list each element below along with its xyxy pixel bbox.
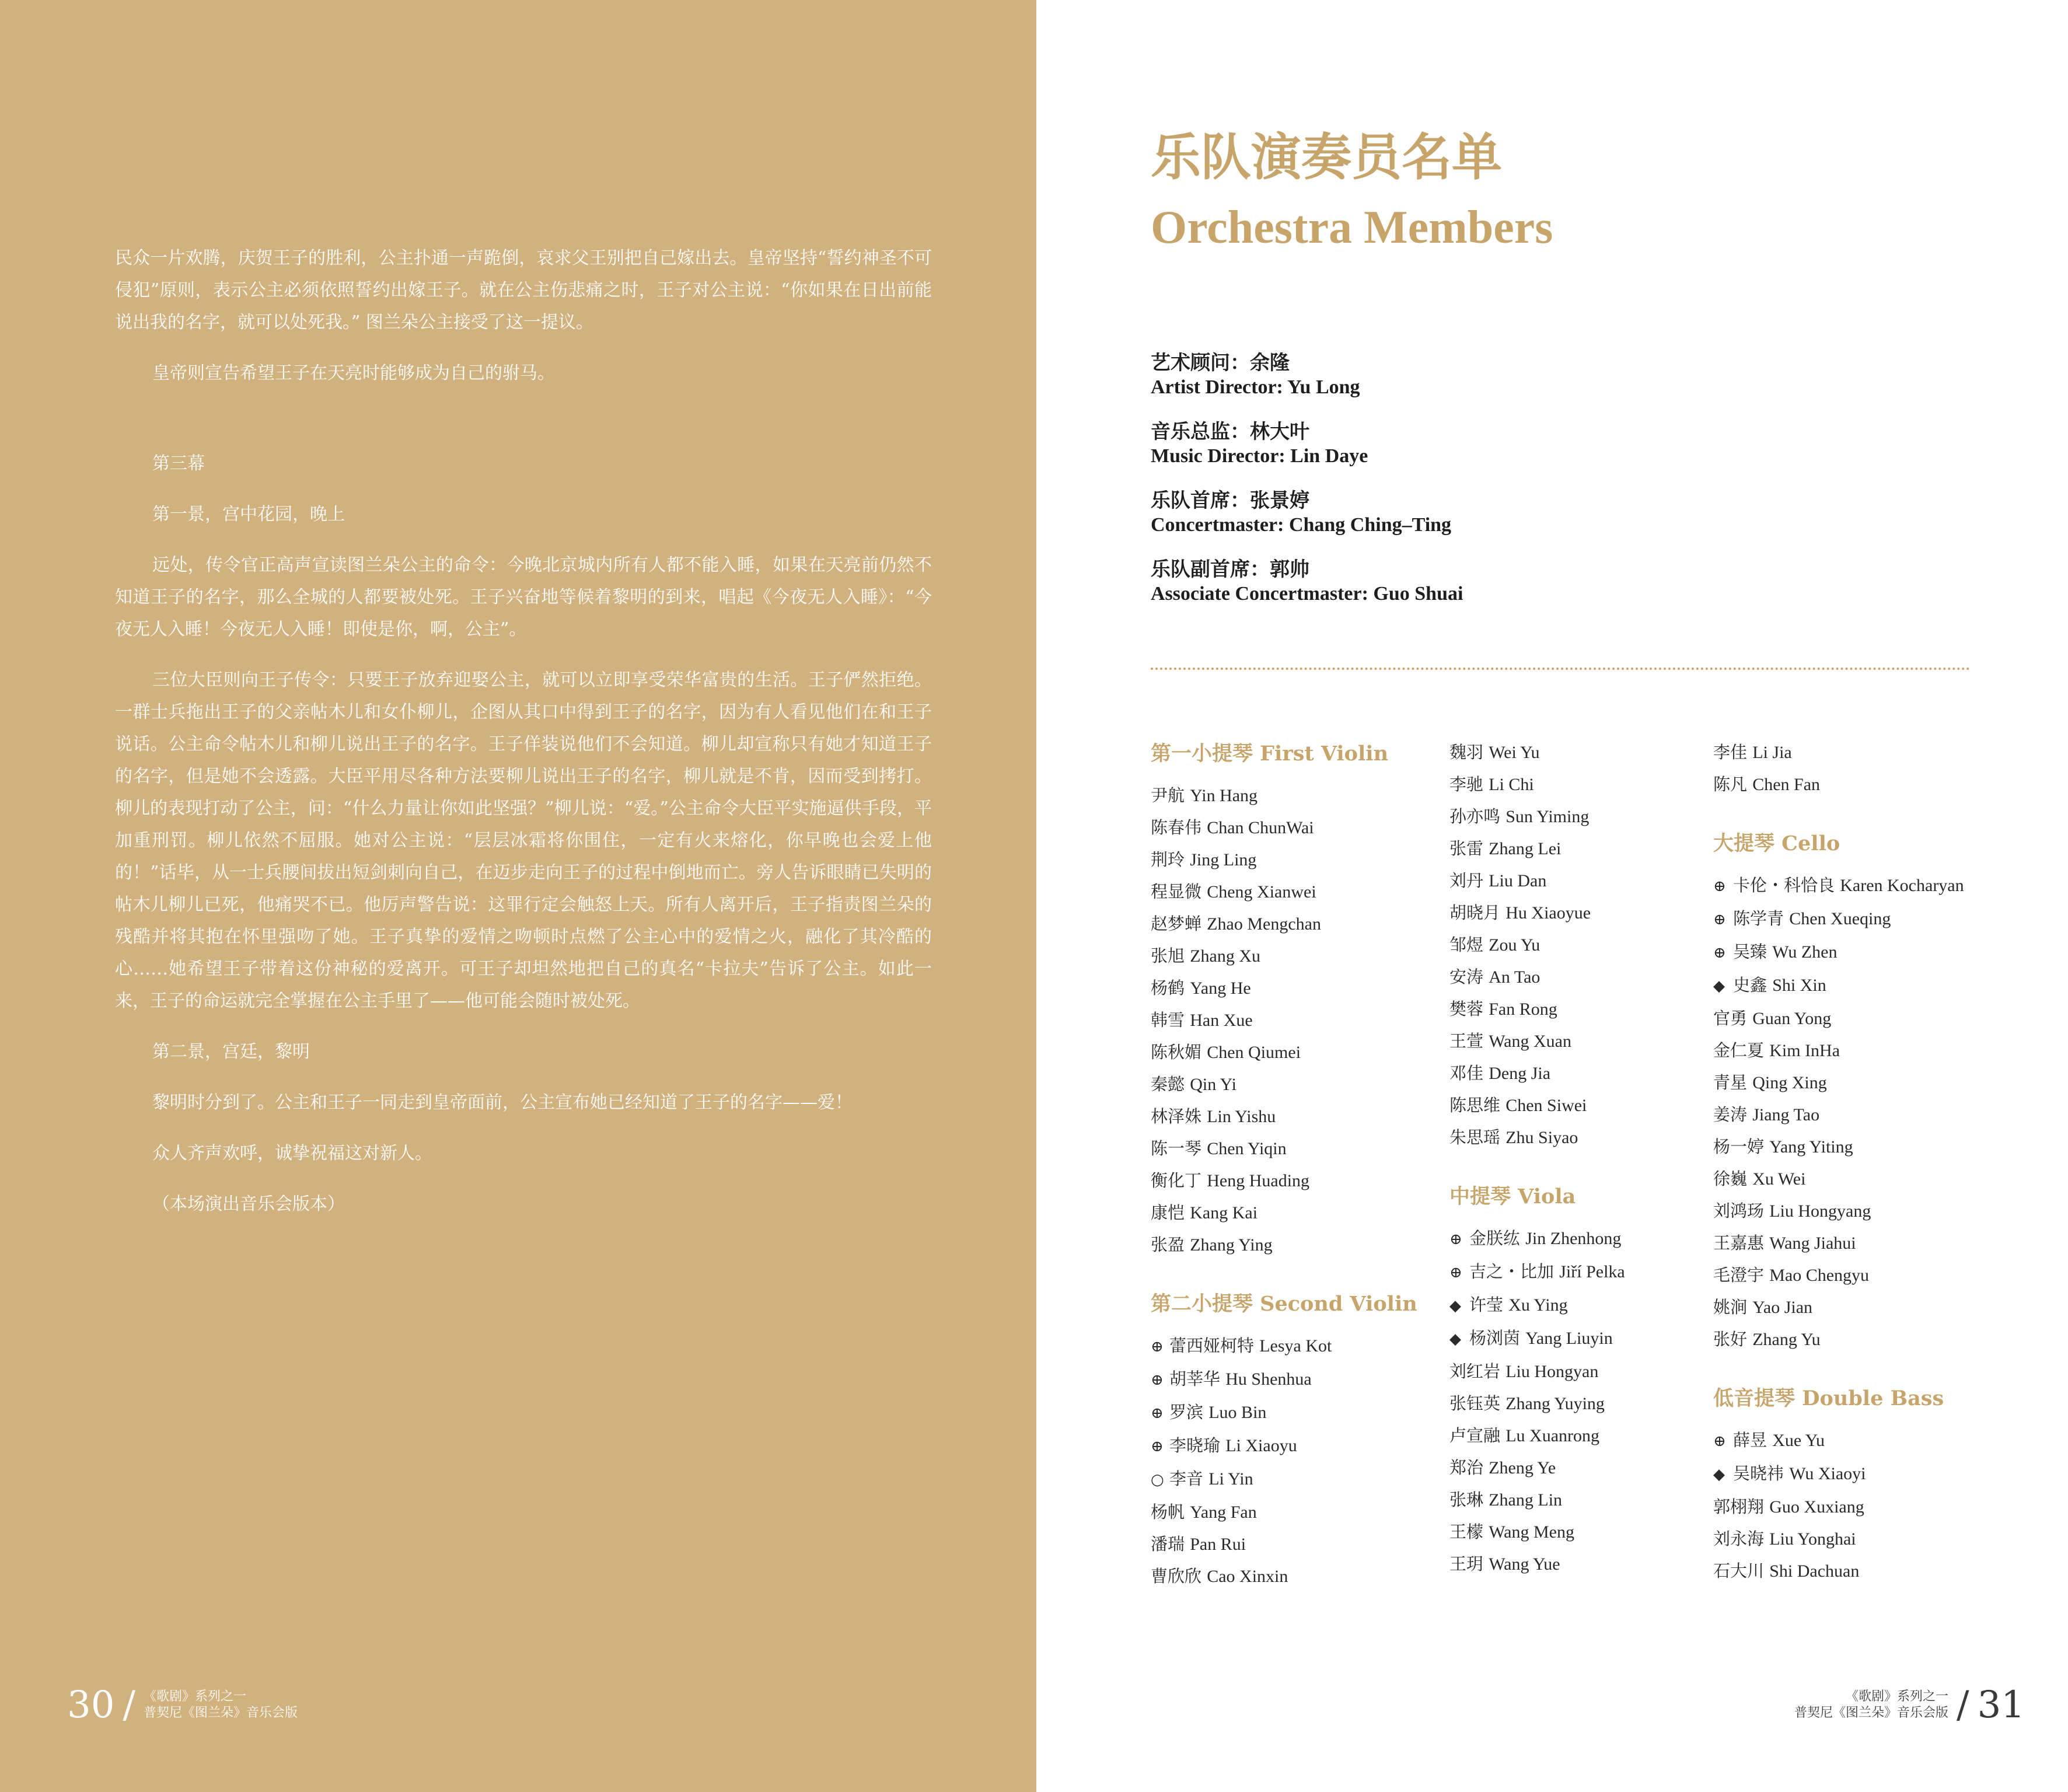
diamond-mark-icon: ◆ [1713,977,1725,995]
member-name-en: Jin Zhenhong [1525,1229,1622,1248]
page-title-en: Orchestra Members [1151,202,1553,253]
member-item [1449,865,1706,897]
member-item [1151,940,1431,972]
member-item [1449,1089,1706,1122]
leader-zh: 乐队副首席：郭帅 [1151,558,1309,581]
member-item [1151,1133,1431,1165]
member-name-zh: 陈一琴 [1151,1138,1202,1158]
member-item [1449,1516,1706,1548]
member-name-en: Wang Xuan [1489,1032,1571,1051]
member-item [1151,908,1431,940]
member-name-zh: 吉之・比加 [1469,1262,1555,1281]
section-title-first-violin: 第一小提琴 First Violin [1151,742,1389,766]
member-item [1449,1057,1706,1089]
member-item [1151,1004,1431,1036]
member-item [1449,961,1706,993]
section-title-cello: 大提琴 Cello [1713,832,1840,855]
series-title [144,1689,298,1721]
cross-circle-mark-icon: ⊕ [1713,1433,1726,1450]
member-name-en: Yao Jian [1752,1298,1813,1317]
member-item [1151,812,1431,844]
member-item [1449,1025,1706,1057]
member-name-zh: 李驰 [1449,774,1484,794]
member-name-en: Yang He [1190,979,1251,998]
member-name-en: Cheng Xianwei [1207,882,1316,902]
member-name-en: Zhang Xu [1190,946,1261,966]
member-item [1151,1363,1431,1396]
member-item [1449,1256,1706,1289]
member-item [1151,1068,1431,1101]
paragraph: 皇帝则宣告希望王子在天亮时能够成为自己的驸马。 [152,363,555,383]
member-item [1449,769,1706,801]
member-item [1713,1099,2040,1131]
member-item [1151,1197,1431,1229]
member-item [1449,833,1706,865]
page-title-zh: 乐队演奏员名单 [1151,128,1502,187]
member-item [1713,1458,2040,1491]
member-name-en: Chen Xueqing [1789,909,1891,928]
leader-en: Associate Concertmaster: Guo Shuai [1151,583,1463,605]
member-item [1713,936,2040,969]
member-item [1151,1496,1431,1528]
member-item [1449,897,1706,929]
member-name-zh: 许莹 [1469,1295,1504,1315]
leader-zh: 艺术顾问：余隆 [1151,351,1290,375]
member-name-zh: 张钰英 [1449,1393,1501,1413]
member-name-en: Li Chi [1489,775,1534,794]
series-line: 普契尼《图兰朵》音乐会版 [1794,1706,1948,1720]
paragraph: 三位大臣则向王子传令：只要王子放弃迎娶公主，就可以立即享受荣华富贵的生活。王子俨然拒绝。一群士兵拖出王子的父亲帖木儿和女仆柳儿，企图从其口中得到王子的名字，因为有人看见他们在和王子说话。公主命令帖木儿和柳儿说出王子的名字。王子佯装说他们不会知道。柳儿却宣称只有她才知道王子的名字，但是她不会透露。大臣平用尽各种方法要柳儿说出王子的名字，柳儿就是不肯，因而受到拷打。柳儿的表现打动了公主，问：“什么力量让你如此坚强？”柳儿说：“爱。”公主命令大臣平实施逼供手段，平加重刑罚。柳儿依然不屈服。她对公主说：“层层冰霜将你围住，一定有火来熔化，你早晚也会爱上他的！”话毕，从一士兵腰间拔出短剑刺向自己，在迈步走向王子的过程中倒地而亡。旁人告诉眼睛已失明的帖木儿柳儿已死，他痛哭不已。他厉声警告说：这罪行定会触怒上天。所有人离开后，王子指责图兰朵的残酷并将其抱在怀里强吻了她。王子真挚的爱情之吻顿时点燃了公主心中的爱情之火，融化了其冷酷的心……她希望王子带着这份神秘的爱离开。可王子却坦然地把自己的真名“卡拉夫”告诉了公主。如此一来，王子的命运就完全掌握在公主手里了——他可能会随时被处死。 [115,670,932,1011]
cross-circle-mark-icon: ⊕ [1449,1231,1462,1248]
member-name-en: Li Yin [1208,1469,1253,1489]
page-footer-left [67,1683,298,1727]
member-name-zh: 孙亦鸣 [1449,806,1501,826]
member-item [1151,780,1431,812]
member-name-zh: 王嘉惠 [1713,1233,1765,1253]
member-name-en: Heng Huading [1207,1171,1310,1190]
member-name-zh: 杨浏茵 [1469,1328,1521,1348]
leader-item [1151,488,1618,557]
member-name-en: Shi Xin [1772,976,1826,995]
member-item [1151,1430,1431,1463]
section-title-second-violin: 第二小提琴 Second Violin [1151,1292,1417,1316]
series-line: 《歌剧》系列之一 [144,1689,247,1704]
member-item [1713,1035,2040,1067]
member-name-en: Wang Meng [1489,1522,1574,1542]
member-name-zh: 林泽姝 [1151,1106,1202,1126]
member-item [1713,1424,2040,1458]
member-name-en: Guan Yong [1752,1009,1832,1028]
member-name-zh: 青星 [1713,1073,1748,1092]
member-item [1449,1122,1706,1154]
member-item [1713,1523,2040,1555]
cello-list [1713,869,2040,1356]
member-item [1151,1528,1431,1560]
member-name-zh: 卡伦・科恰良 [1733,875,1835,895]
member-name-zh: 程显微 [1151,882,1202,902]
paragraph: 远处，传令官正高声宣读图兰朵公主的命令：今晚北京城内所有人都不能入睡，如果在天亮前仍然不知道王子的名字，那么全城的人都要被处死。王子兴奋地等候着黎明的到来，唱起《今夜无人入睡》：“今夜无人入睡！今夜无人入睡！即使是你，啊，公主”。 [115,555,932,640]
member-name-en: Liu Dan [1489,871,1547,890]
member-name-zh: 张盈 [1151,1235,1185,1255]
member-item [1449,736,1706,769]
member-name-en: Mao Chengyu [1769,1266,1870,1285]
member-item [1713,1323,2040,1356]
member-name-zh: 吴臻 [1733,942,1767,962]
member-name-en: Guo Xuxiang [1769,1497,1864,1517]
member-name-en: Li Xiaoyu [1225,1436,1297,1455]
member-name-en: Lu Xuanrong [1505,1426,1600,1445]
page-number: 31 [1977,1683,2025,1727]
member-name-en: Wu Xiaoyi [1789,1464,1866,1483]
member-name-zh: 李晓瑜 [1169,1435,1221,1455]
member-name-en: Chen Yiqin [1207,1139,1287,1158]
member-name-zh: 张好 [1713,1329,1748,1349]
member-name-en: Lesya Kot [1259,1336,1332,1356]
section-title-viola: 中提琴 Viola [1449,1185,1576,1208]
roster-column-1 [1151,736,1431,1592]
member-name-zh: 李音 [1169,1469,1204,1489]
member-name-zh: 郑治 [1449,1458,1484,1477]
roster-column-3 [1713,736,2040,1587]
member-name-zh: 陈凡 [1713,774,1748,794]
member-name-en: Pan Rui [1190,1535,1246,1554]
member-name-en: Wang Yue [1489,1555,1560,1574]
member-item [1151,1165,1431,1197]
member-name-en: Hu Shenhua [1225,1370,1312,1389]
note: （本场演出音乐会版本） [152,1194,345,1214]
member-name-zh: 杨一婷 [1713,1137,1765,1157]
member-name-zh: 姜涛 [1713,1105,1748,1124]
member-name-zh: 胡晓月 [1449,903,1501,923]
series-line: 普契尼《图兰朵》音乐会版 [144,1706,298,1720]
member-name-en: Wei Yu [1489,743,1540,762]
paragraph: 众人齐声欢呼，诚挚祝福这对新人。 [152,1143,432,1164]
cross-circle-mark-icon: ⊕ [1449,1264,1462,1281]
member-item [1151,876,1431,908]
member-name-en: Cao Xinxin [1207,1567,1288,1586]
member-name-en: Lin Yishu [1207,1107,1276,1126]
member-name-en: Wu Zhen [1772,942,1838,962]
series-line: 《歌剧》系列之一 [1845,1689,1948,1704]
member-name-en: Xu Wei [1752,1169,1806,1189]
member-name-zh: 薛昱 [1733,1430,1767,1450]
member-name-en: Kim InHa [1769,1041,1840,1060]
member-item [1151,1463,1431,1496]
member-item [1449,801,1706,833]
member-name-en: Zhang Yuying [1505,1394,1605,1413]
cross-circle-mark-icon: ⊕ [1151,1438,1164,1455]
leader-item [1151,557,1618,626]
leader-item [1151,419,1618,488]
footer-slash: / [123,1683,135,1727]
paragraph: 民众一片欢腾，庆贺王子的胜利，公主扑通一声跪倒，哀求父王别把自己嫁出去。皇帝坚持“誓约神圣不可侵犯”原则，表示公主必须依照誓约出嫁王子。就在公主伤悲痛之时，王子对公主说：“你如果在日出前能说出我的名字，就可以处死我。” 图兰朵公主接受了这一提议。 [115,248,932,333]
member-name-en: Jiang Tao [1752,1105,1820,1124]
member-name-en: An Tao [1489,967,1540,987]
member-item [1151,1101,1431,1133]
member-name-zh: 韩雪 [1151,1010,1185,1030]
member-name-en: Yin Hang [1190,786,1258,805]
member-name-en: Liu Hongyan [1505,1362,1599,1381]
member-name-en: Qin Yi [1190,1075,1236,1094]
member-item [1713,1067,2040,1099]
scene-heading: 第二景，宫廷，黎明 [152,1042,310,1062]
member-item [1713,1491,2040,1523]
section-title-double-bass: 低音提琴 Double Bass [1713,1386,1944,1410]
member-name-en: Wang Jiahui [1769,1234,1856,1253]
cross-circle-mark-icon: ⊕ [1713,878,1726,895]
member-name-en: Zhang Lin [1489,1490,1563,1510]
member-item [1151,1330,1431,1363]
member-name-zh: 陈春伟 [1151,818,1202,837]
member-item [1449,1548,1706,1580]
member-name-zh: 王萱 [1449,1031,1484,1051]
second-violin-list [1151,1330,1431,1592]
member-item [1151,1036,1431,1068]
member-name-en: Li Jia [1752,743,1792,762]
page-footer-right [1794,1683,2025,1727]
member-name-en: Hu Xiaoyue [1505,903,1591,923]
member-item [1713,1131,2040,1163]
member-item [1713,869,2040,903]
member-name-en: Yang Fan [1190,1503,1257,1522]
member-item [1151,1396,1431,1430]
member-item [1713,1002,2040,1035]
right-page [1036,0,2068,1792]
dotted-divider [1151,668,1970,670]
leader-en: Music Director: Lin Daye [1151,445,1368,467]
member-name-zh: 樊蓉 [1449,999,1484,1019]
member-name-zh: 尹航 [1151,785,1185,805]
member-name-en: Liu Yonghai [1769,1529,1856,1549]
member-name-en: Chan ChunWai [1207,818,1314,837]
member-name-zh: 陈学青 [1733,909,1784,928]
member-name-zh: 李佳 [1713,742,1748,762]
member-item [1713,1259,2040,1291]
member-name-en: Chen Qiumei [1207,1043,1301,1062]
member-name-zh: 陈秋媚 [1151,1042,1202,1062]
circle-mark-icon: ○ [1151,1471,1164,1489]
member-name-zh: 吴晓祎 [1733,1463,1784,1483]
member-name-zh: 徐巍 [1713,1169,1748,1189]
member-name-zh: 刘丹 [1449,871,1484,890]
member-name-zh: 史鑫 [1733,975,1767,995]
member-name-en: Zheng Ye [1489,1458,1556,1477]
member-name-en: Jiří Pelka [1559,1262,1625,1281]
member-name-en: Xu Ying [1508,1295,1568,1315]
member-name-zh: 官勇 [1713,1008,1748,1028]
member-name-zh: 朱思瑶 [1449,1127,1501,1147]
leader-zh: 乐队首席：张景婷 [1151,489,1309,512]
member-item [1449,1356,1706,1388]
member-item [1449,929,1706,961]
member-name-zh: 杨帆 [1151,1502,1185,1522]
member-item [1713,769,2040,801]
leader-item [1151,350,1618,419]
member-item [1713,1195,2040,1227]
member-name-zh: 衡化丁 [1151,1171,1202,1190]
member-name-en: Fan Rong [1489,1000,1557,1019]
member-item [1713,903,2040,936]
member-name-zh: 刘永海 [1713,1529,1765,1549]
member-name-en: Karen Kocharyan [1840,876,1964,895]
member-name-zh: 石大川 [1713,1561,1765,1581]
member-item [1151,972,1431,1004]
member-name-zh: 张旭 [1151,946,1185,966]
member-item [1449,1484,1706,1516]
cross-circle-mark-icon: ⊕ [1713,944,1726,962]
member-name-zh: 邓佳 [1449,1063,1484,1083]
member-name-en: Xue Yu [1772,1431,1825,1450]
member-name-en: Yang Yiting [1769,1137,1853,1157]
member-name-zh: 魏羽 [1449,742,1484,762]
member-name-en: Chen Siwei [1505,1096,1587,1115]
roster-column-2 [1449,736,1706,1580]
member-name-en: Yang Liuyin [1525,1329,1613,1348]
series-title [1794,1689,1948,1721]
member-name-zh: 曹欣欣 [1151,1566,1202,1586]
member-item [1151,844,1431,876]
viola-list [1449,1222,1706,1580]
footer-slash: / [1957,1683,1969,1727]
member-name-zh: 毛澄宇 [1713,1265,1765,1285]
member-name-zh: 刘红岩 [1449,1361,1501,1381]
member-name-en: Zhao Mengchan [1207,914,1321,934]
cross-circle-mark-icon: ⊕ [1151,1405,1164,1422]
cross-circle-mark-icon: ⊕ [1151,1338,1164,1356]
member-name-zh: 邹煜 [1449,935,1484,955]
member-item [1713,1163,2040,1195]
double-bass-list [1713,1424,2040,1587]
member-item [1449,993,1706,1025]
member-name-en: Liu Hongyang [1769,1201,1871,1221]
cross-circle-mark-icon: ⊕ [1713,911,1726,928]
member-name-en: Sun Yiming [1505,807,1590,826]
member-item [1449,1420,1706,1452]
leader-en: Concertmaster: Chang Ching–Ting [1151,514,1452,536]
member-name-zh: 刘鸿玚 [1713,1201,1765,1221]
member-item [1449,1222,1706,1256]
member-name-zh: 胡莘华 [1169,1369,1221,1389]
member-name-zh: 蕾西娅柯特 [1169,1336,1255,1356]
member-item [1713,1555,2040,1587]
member-name-en: Luo Bin [1208,1403,1267,1422]
member-name-en: Zou Yu [1489,935,1540,955]
synopsis-text [115,242,932,1239]
member-name-en: Chen Fan [1752,775,1821,794]
member-name-en: Han Xue [1190,1011,1253,1030]
first-violin-list [1151,780,1431,1261]
member-name-zh: 王檬 [1449,1522,1484,1542]
scene-heading: 第一景，宫中花园，晚上 [152,504,345,525]
viola-list-continued [1713,736,2040,801]
member-name-en: Zhu Siyao [1505,1128,1578,1147]
member-item [1449,1388,1706,1420]
member-name-zh: 王玥 [1449,1554,1484,1574]
member-item [1151,1229,1431,1261]
member-item [1449,1452,1706,1484]
member-item [1713,1291,2040,1323]
member-name-zh: 金仁夏 [1713,1040,1765,1060]
member-name-en: Deng Jia [1489,1064,1551,1083]
member-name-en: Qing Xing [1752,1073,1827,1092]
member-name-zh: 潘瑞 [1151,1534,1185,1554]
member-name-en: Zhang Yu [1752,1330,1821,1349]
member-item [1449,1289,1706,1322]
paragraph: 黎明时分到了。公主和王子一同走到皇帝面前，公主宣布她已经知道了王子的名字——爱！ [152,1092,853,1113]
member-name-en: Zhang Lei [1489,839,1562,858]
member-name-zh: 郭栩翔 [1713,1497,1765,1517]
member-name-zh: 卢宣融 [1449,1426,1501,1445]
member-item [1151,1560,1431,1592]
member-name-en: Zhang Ying [1190,1235,1273,1255]
member-name-en: Kang Kai [1190,1203,1258,1222]
member-name-zh: 安涛 [1449,967,1484,987]
member-name-zh: 赵梦蝉 [1151,914,1202,934]
page-number: 30 [67,1683,115,1727]
member-name-zh: 秦懿 [1151,1074,1185,1094]
member-item [1713,736,2040,769]
diamond-mark-icon: ◆ [1449,1330,1461,1348]
diamond-mark-icon: ◆ [1449,1297,1461,1315]
member-name-zh: 张琳 [1449,1490,1484,1510]
member-name-zh: 姚涧 [1713,1297,1748,1317]
member-name-zh: 杨鹤 [1151,978,1185,998]
member-name-zh: 陈思维 [1449,1095,1501,1115]
second-violin-list-continued [1449,736,1706,1154]
member-item [1713,969,2040,1002]
member-name-en: Shi Dachuan [1769,1562,1860,1581]
member-item [1449,1322,1706,1356]
member-name-zh: 康恺 [1151,1203,1185,1222]
leader-en: Artist Director: Yu Long [1151,376,1360,398]
act-heading: 第三幕 [152,453,205,474]
diamond-mark-icon: ◆ [1713,1466,1725,1483]
leadership-list [1151,350,1618,626]
member-name-zh: 金朕纮 [1469,1228,1521,1248]
member-name-zh: 罗滨 [1169,1402,1204,1422]
member-name-en: Jing Ling [1190,850,1257,869]
cross-circle-mark-icon: ⊕ [1151,1371,1164,1389]
member-name-zh: 荆玲 [1151,850,1185,869]
member-name-zh: 张雷 [1449,839,1484,858]
member-item [1713,1227,2040,1259]
leader-zh: 音乐总监：林大叶 [1151,420,1309,443]
